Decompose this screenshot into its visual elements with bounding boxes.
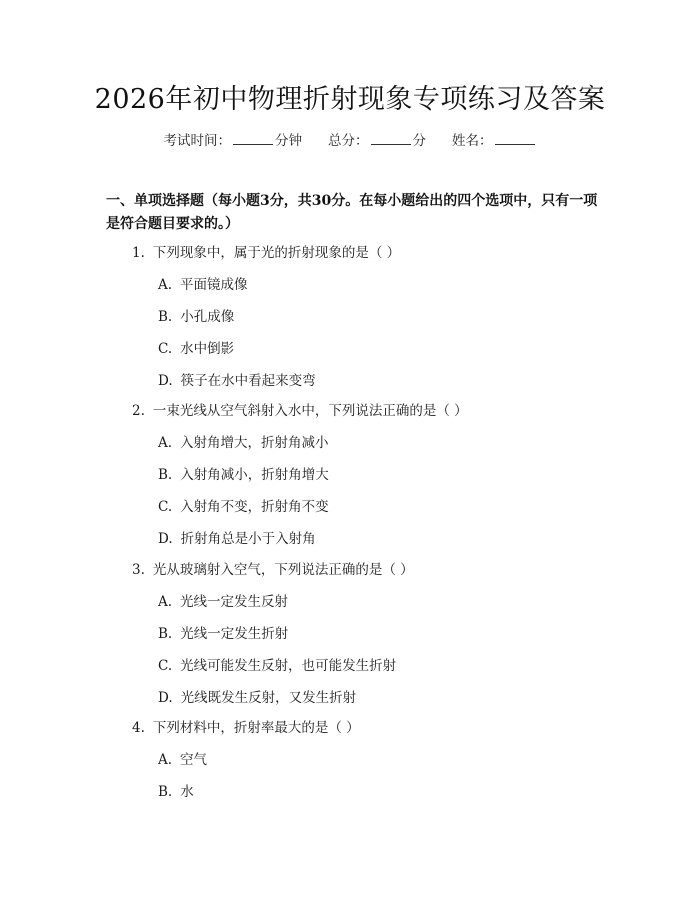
question-text: 下列材料中，折射率最大的是（ ） <box>152 720 360 736</box>
student-name-label: 姓名： <box>452 133 493 149</box>
option-label: A. <box>158 594 173 610</box>
option-label: D. <box>158 373 173 389</box>
answer-option <box>158 529 316 549</box>
option-label: B. <box>158 467 173 483</box>
option-label: A. <box>158 277 173 293</box>
option-label: C. <box>158 658 173 674</box>
option-text: 小孔成像 <box>180 309 235 325</box>
option-label: C. <box>158 499 173 515</box>
option-text: 折射角总是小于入射角 <box>180 531 316 547</box>
option-text: 水 <box>180 784 194 800</box>
question-number: 4. <box>132 720 145 736</box>
question-text: 下列现象中，属于光的折射现象的是（ ） <box>152 245 401 261</box>
exam-time-unit: 分钟 <box>275 133 302 149</box>
option-text: 平面镜成像 <box>180 277 248 293</box>
answer-option <box>158 307 234 327</box>
question-text: 光从玻璃射入空气，下列说法正确的是（ ） <box>152 562 414 578</box>
option-text: 筷子在水中看起来变弯 <box>180 373 316 389</box>
option-text: 空气 <box>180 752 208 768</box>
question-number: 3. <box>132 562 145 578</box>
option-text: 入射角减小，折射角增大 <box>180 467 329 483</box>
total-score-unit: 分 <box>412 133 426 149</box>
question-stem <box>132 401 468 421</box>
answer-option <box>158 339 234 359</box>
answer-option <box>158 656 396 676</box>
option-label: B. <box>158 309 173 325</box>
option-text: 水中倒影 <box>180 341 235 357</box>
answer-option <box>158 371 316 391</box>
option-label: A. <box>158 435 173 451</box>
question-number: 1. <box>132 245 145 261</box>
answer-option <box>158 465 329 485</box>
answer-option <box>158 433 329 453</box>
option-text: 入射角不变，折射角不变 <box>180 499 329 515</box>
total-score-label: 总分： <box>328 133 369 149</box>
page-title: 2026年初中物理折射现象专项练习及答案 <box>94 84 606 115</box>
question-stem <box>132 243 400 263</box>
option-label: D. <box>158 531 173 547</box>
exam-time-label: 考试时间： <box>163 133 231 149</box>
option-label: C. <box>158 341 173 357</box>
question-text: 一束光线从空气斜射入水中，下列说法正确的是（ ） <box>152 403 468 419</box>
answer-option <box>158 592 288 612</box>
question-number: 2. <box>132 403 145 419</box>
option-text: 光线可能发生反射，也可能发生折射 <box>180 658 397 674</box>
question-stem <box>132 560 414 580</box>
question-stem <box>132 718 360 738</box>
option-text: 光线一定发生反射 <box>180 594 289 610</box>
answer-option <box>158 688 356 708</box>
option-label: B. <box>158 784 173 800</box>
section-heading: 一、单项选择题（每小题3分，共30分。在每小题给出的四个选项中，只有一项是符合题目要求的。） <box>106 193 598 232</box>
option-text: 光线既发生反射，又发生折射 <box>180 690 357 706</box>
answer-option <box>158 750 207 770</box>
option-text: 入射角增大，折射角减小 <box>180 435 329 451</box>
answer-option <box>158 497 329 517</box>
answer-option <box>158 624 288 644</box>
option-text: 光线一定发生折射 <box>180 626 289 642</box>
option-label: B. <box>158 626 173 642</box>
option-label: A. <box>158 752 173 768</box>
answer-option <box>158 275 248 295</box>
option-label: D. <box>158 690 173 706</box>
answer-option <box>158 782 194 802</box>
